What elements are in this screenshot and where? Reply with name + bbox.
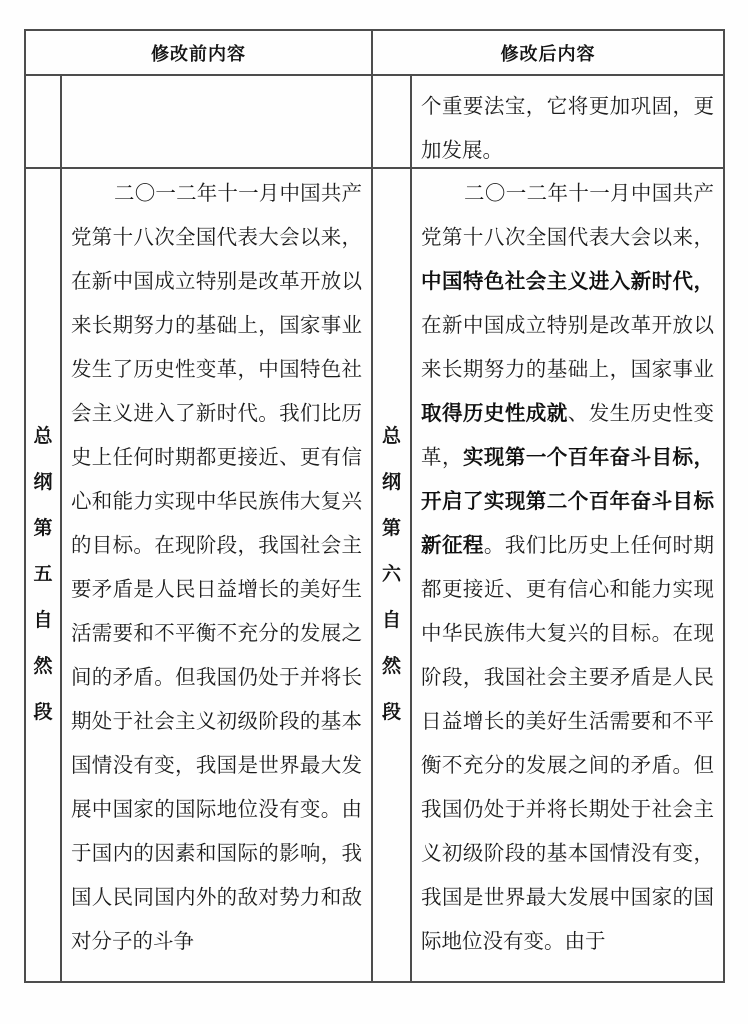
after-section-label: 总 纲 第 六 自 然 段 bbox=[381, 426, 401, 723]
after-paragraph: 二〇一二年十一月中国共产党第十八次全国代表大会以来，中国特色社会主义进入新时代，在新中国成立特别是改革开放以来长期努力的基础上，国家事业取得历史性成就、发生历史性变革，实现第一个百年奋斗目标，开启了实现第二个百年奋斗目标新征程。我们比历史上任何时期都更接近、更有信心和能力实现中华民族伟大复兴的目标。在现阶段，我国社会主要矛盾是人民日益增长的美好生活需要和不平衡不充分的发展之间的矛盾。但我国仍处于并将长期处于社会主义初级阶段的基本国情没有变，我国是世界最大发展中国家的国际地位没有变。由于 bbox=[421, 183, 715, 953]
row2-after-content-cell bbox=[412, 169, 723, 981]
before-paragraph: 二〇一二年十一月中国共产党第十八次全国代表大会以来，在新中国成立特别是改革开放以来长期努力的基础上，国家事业发生了历史性变革，中国特色社会主义进入了新时代。我们比历史上任何时期都更接近、更有信心和能力实现中华民族伟大复兴的目标。在现阶段，我国社会主要矛盾是人民日益增长的美好生活需要和不平衡不充分的发展之间的矛盾。但我国仍处于并将长期处于社会主义初级阶段的基本国情没有变，我国是世界最大发展中国家的国际地位没有变。由于国内的因素和国际的影响，我国人民同国内外的敌对势力和敌对分子的斗争 bbox=[71, 183, 362, 953]
column-header-after: 修改后内容 bbox=[373, 31, 723, 76]
row2-after-section-label-cell bbox=[373, 169, 412, 981]
row1-after-section-label-cell bbox=[373, 76, 412, 169]
row2-before-section-label-cell bbox=[26, 169, 62, 981]
row2-before-content-cell bbox=[62, 169, 373, 981]
row1-before-section-label-cell bbox=[26, 76, 62, 169]
row1-before-content-cell bbox=[62, 76, 373, 169]
row1-after-content-cell bbox=[412, 76, 723, 169]
revision-comparison-table bbox=[24, 29, 725, 983]
column-header-before: 修改前内容 bbox=[26, 31, 373, 76]
after-continuation-paragraph: 个重要法宝，它将更加巩固，更加发展。 bbox=[421, 96, 714, 162]
before-section-label: 总 纲 第 五 自 然 段 bbox=[33, 426, 53, 723]
